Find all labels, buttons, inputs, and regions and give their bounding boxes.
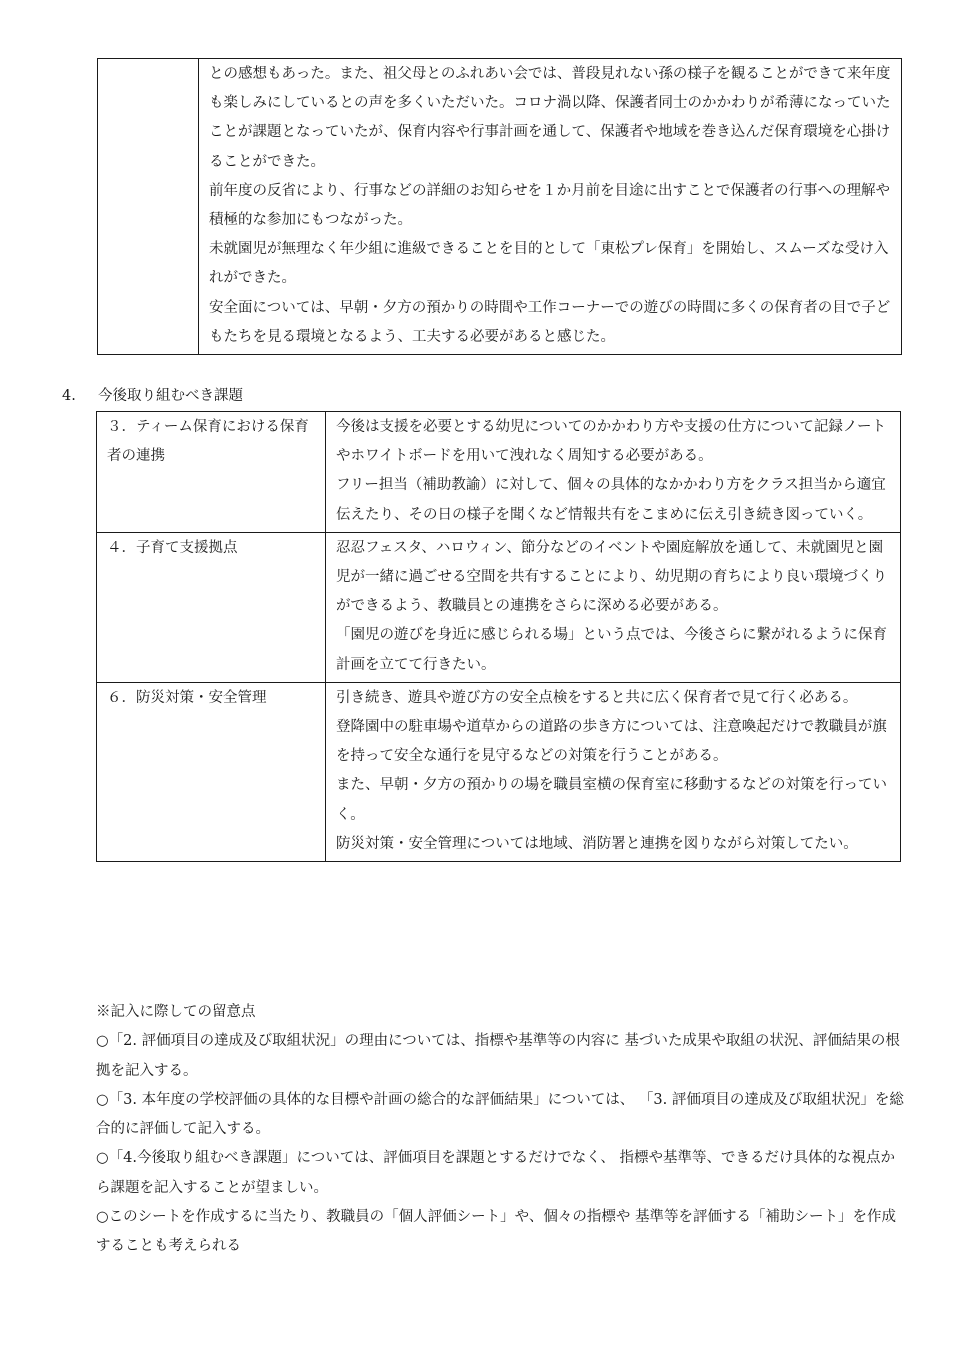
table-row bbox=[97, 412, 901, 533]
paragraph: また、早朝・夕方の預かりの場を職員室横の保育室に移動するなどの対策を行っていく。 bbox=[336, 777, 887, 823]
section-number: 4. bbox=[62, 388, 76, 404]
content-cell bbox=[199, 59, 902, 355]
issue-content-cell bbox=[326, 682, 901, 861]
issue-label: ６．防災対策・安全管理 bbox=[107, 689, 267, 706]
paragraph: 忍忍フェスタ、ハロウィン、節分などのイベントや園庭解放を通して、未就園児と園児が一緒に過ごせる空間を共有することにより、幼児期の育ちにより良い環境づくりができるよう、教職員との連携をさらに深める必要がある。 bbox=[336, 539, 887, 615]
issue-label-cell bbox=[97, 682, 326, 861]
paragraph: 登降園中の駐車場や道草からの道路の歩き方については、注意喚起だけで教職員が旗を持って安全な通行を見守るなどの対策を行うことがある。 bbox=[336, 719, 887, 765]
section-heading bbox=[62, 382, 243, 410]
paragraph: 前年度の反省により、行事などの詳細のお知らせを１か月前を目途に出すことで保護者の行事への理解や積極的な参加にもつながった。 bbox=[209, 182, 891, 229]
paragraph: 「園児の遊びを身近に感じられる場」という点では、今後さらに繋がれるように保育計画を立てて行きたい。 bbox=[336, 627, 887, 673]
paragraph: 未就園児が無理なく年少組に進級できることを目的として「東松プレ保育」を開始し、スムーズな受け入れができた。 bbox=[209, 241, 889, 287]
issue-label-cell bbox=[97, 532, 326, 682]
paragraph: 安全面については、早朝・夕方の預かりの時間や工作コーナーでの遊びの時間に多くの保育者の目で子どもたちを見る環境となるよう、工夫する必要があると感じた。 bbox=[209, 299, 891, 345]
paragraph: フリー担当（補助教諭）に対して、個々の具体的なかかわり方をクラス担当から適宜伝えたり、その日の様子を聞くなど情報共有をこまめに伝え引き続き図っていく。 bbox=[336, 477, 886, 523]
note-item: ○このシートを作成するに当たり、教職員の「個人評価シート」や、個々の指標や 基準等を評価する「補助シート」を作成することも考えられる bbox=[96, 1209, 896, 1255]
empty-label-cell bbox=[98, 59, 199, 355]
notes-section bbox=[96, 998, 904, 1262]
table-row bbox=[97, 682, 901, 861]
note-item: ○「4.今後取り組むべき課題」については、評価項目を課題とするだけでなく、 指標や基準等、できるだけ具体的な視点から課題を記入することが望ましい。 bbox=[96, 1150, 896, 1196]
notes-heading: ※記入に際しての留意点 bbox=[96, 1004, 256, 1020]
issue-content-cell bbox=[326, 532, 901, 682]
paragraph: との感想もあった。また、祖父母とのふれあい会では、普段見れない孫の様子を観ることができて来年度も楽しみにしているとの声を多くいただいた。コロナ渦以降、保護者同士のかかわりが希薄になっていたことが課題となっていたが、保育内容や行事計画を通して、保護者や地域を巻き込んだ保育環境を心掛けることができた。 bbox=[209, 66, 891, 170]
note-item: ○「2. 評価項目の達成及び取組状況」の理由については、指標や基準等の内容に 基づいた成果や取組の状況、評価結果の根拠を記入する。 bbox=[96, 1033, 900, 1079]
issue-label: ４．子育て支援拠点 bbox=[107, 539, 238, 556]
evaluation-continuation-table bbox=[97, 58, 902, 355]
table-row bbox=[97, 532, 901, 682]
paragraph: 今後は支援を必要とする幼児についてのかかわり方や支援の仕方について記録ノートやホワイトボードを用いて洩れなく周知する必要がある。 bbox=[336, 419, 886, 465]
table-row bbox=[98, 59, 902, 355]
future-issues-table bbox=[96, 411, 901, 862]
issue-label: ３．ティーム保育における保育者の連携 bbox=[107, 419, 309, 465]
note-item: ○「3. 本年度の学校評価の具体的な目標や計画の総合的な評価結果」については、 「3. 評価項目の達成及び取組状況」を総合的に評価して記入する。 bbox=[96, 1091, 904, 1138]
issue-label-cell bbox=[97, 412, 326, 533]
section-title: 今後取り組むべき課題 bbox=[98, 388, 243, 404]
paragraph: 防災対策・安全管理については地域、消防署と連携を図りながら対策してたい。 bbox=[336, 835, 858, 852]
issue-content-cell bbox=[326, 412, 901, 533]
paragraph: 引き続き、遊具や遊び方の安全点検をすると共に広く保育者で見て行く必ある。 bbox=[336, 689, 858, 706]
